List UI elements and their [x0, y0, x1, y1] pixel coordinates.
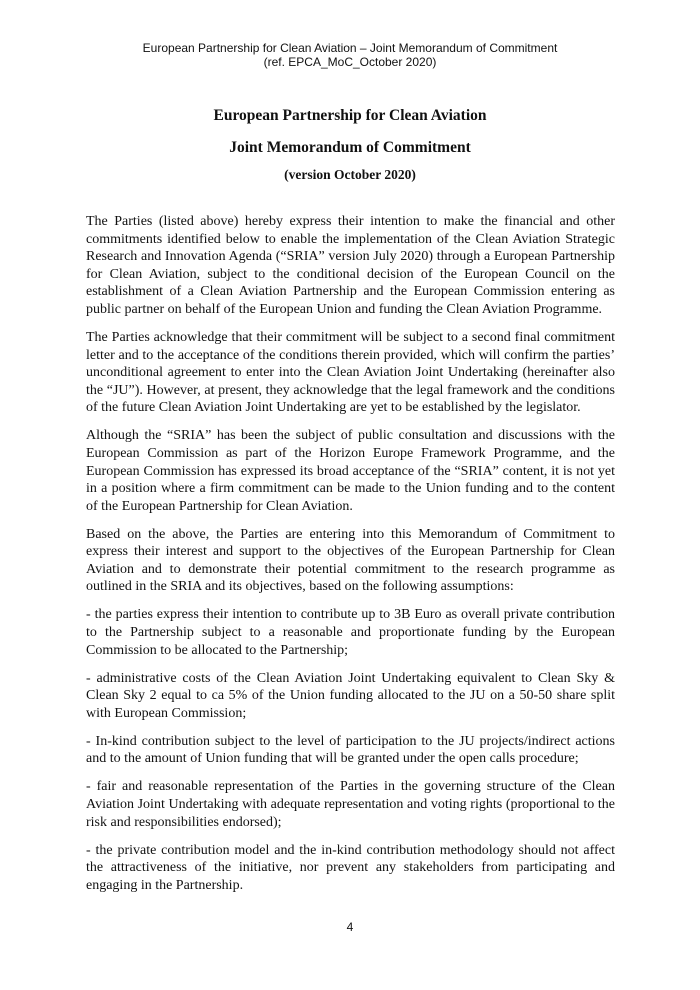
- document-body: [86, 213, 615, 905]
- assumption-item: - fair and reasonable representation of the Parties in the governing structure of the Clean Aviation Joint Undertaking with adequate representation and voting rights (proportional to the risk and responsibilities endorsed);: [86, 779, 615, 830]
- assumption-item: - the parties express their intention to contribute up to 3B Euro as overall private contribution to the Partnership subject to a reasonable and proportionate funding by the European Commission to be allocated to the Partnership;: [86, 607, 615, 658]
- body-paragraph: The Parties acknowledge that their commitment will be subject to a second final commitment letter and to the acceptance of the conditions therein provided, which will confirm the parties’ unconditional agreement to enter into the Clean Aviation Joint Undertaking (hereinafter also the “JU”). However, at present, they acknowledge that the legal framework and the conditions of the future Clean Aviation Joint Undertaking are yet to be established by the legislator.: [86, 329, 615, 416]
- assumption-item: - administrative costs of the Clean Aviation Joint Undertaking equivalent to Clean Sky & Clean Sky 2 equal to ca 5% of the Union funding allocated to the JU on a 50-50 share split with European Commission;: [86, 670, 615, 721]
- running-header-title: European Partnership for Clean Aviation – Joint Memorandum of Commitment: [142, 41, 558, 55]
- document-subtitle: Joint Memorandum of Commitment: [229, 139, 471, 156]
- body-paragraph: The Parties (listed above) hereby express their intention to make the financial and other commitments identified below to enable the implementation of the Clean Aviation Strategic Research and Innovation Agenda (“SRIA” version July 2020) through a European Partnership for Clean Aviation, subject to the conditional decision of the European Council on the establishment of a Clean Aviation Partnership and the European Commission entering as public partner on behalf of the European Union and funding the Clean Aviation Programme.: [86, 214, 615, 317]
- assumption-item: - the private contribution model and the in-kind contribution methodology should not affect the attractiveness of the initiative, nor prevent any stakeholders from participating and engaging in the Partnership.: [86, 842, 615, 893]
- body-paragraph: Although the “SRIA” has been the subject of public consultation and discussions with the European Commission as part of the Horizon Europe Framework Programme, and the European Commission has expressed its broad acceptance of the “SRIA” content, it is not yet in a position where a firm commitment can be made to the Union funding and to the content of the European Partnership for Clean Aviation.: [86, 428, 615, 514]
- running-header: [0, 41, 700, 69]
- assumption-item: - In-kind contribution subject to the level of participation to the JU projects/indirect actions and to the amount of Union funding that will be granted under the open calls procedure;: [86, 733, 615, 767]
- page-number: 4: [346, 920, 354, 934]
- document-version: (version October 2020): [284, 167, 416, 182]
- running-header-reference: (ref. EPCA_MoC_October 2020): [263, 55, 437, 69]
- body-paragraph: Based on the above, the Parties are entering into this Memorandum of Commitment to express their interest and support to the objectives of the European Partnership for Clean Aviation and to demonstrate their potential commitment to the research programme as outlined in the SRIA and its objectives, based on the following assumptions:: [86, 526, 615, 595]
- document-title-block: [0, 106, 700, 184]
- document-title: European Partnership for Clean Aviation: [213, 107, 487, 124]
